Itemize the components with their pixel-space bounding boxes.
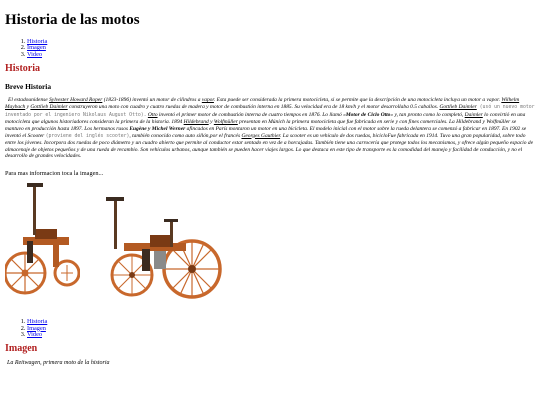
link-maybach[interactable]: Wilhelm Maybach (5, 97, 520, 110)
image-caption: La Reitwagen, primera moto de la historia (7, 360, 110, 367)
page-title: Historia de las motos (5, 12, 140, 28)
history-text: El estadounidense (8, 97, 50, 104)
toc-link-video[interactable]: Video (27, 50, 43, 58)
link-daimler[interactable]: Gottlieb Daimler (439, 103, 477, 110)
toc-link-video[interactable]: Video (27, 330, 43, 338)
toc-item-video (27, 52, 535, 58)
table-of-contents (5, 39, 535, 58)
table-of-contents-bottom (5, 319, 535, 338)
link-daimler[interactable]: Gottlieb Daimler (30, 103, 68, 110)
image-row (5, 181, 535, 299)
section-heading-historia: Historia (5, 63, 40, 75)
more-info-text: Para mas informacion toca la imagen... (5, 170, 104, 178)
link-roper[interactable]: Sylvester Howard Roper (49, 97, 103, 104)
history-text: inventó el primer motor de combustión interna de cuatro tiempos en 1876. Lo llamó « (157, 111, 346, 118)
toc-link-historia[interactable]: Historia (27, 318, 48, 326)
history-bold: Eugène y Michel Werner (129, 125, 186, 132)
motorcycle-photo-1[interactable] (5, 181, 80, 304)
toc-item-video (27, 332, 535, 338)
history-text: y (25, 103, 31, 110)
history-text: afincados en París montaron un motor en una bicicleta. El modelo inicial con el motor sobre la rueda delantera se comenzó a fabricar en 1897. En 1902 se inventó el Scooter (5, 125, 527, 139)
history-text: presentan en Múnich la primera motocicleta que fue fabricada en serie y con fines comerciales. La Hildebrand y Wolfmüller se mantuvo en producción hasta 1897. Los hermanos rusos (5, 119, 517, 132)
subsection-heading: Breve Historia (5, 82, 52, 92)
history-bold: Motor de Ciclo Otto (345, 111, 391, 118)
history-text: lo convirtió en una motocicleta que algunos historiadores consideran la primera de la historia. 1894 (5, 111, 526, 126)
link-vapor[interactable]: vapor (201, 97, 214, 104)
link-wolfmuller[interactable]: Wolfmüller (213, 119, 238, 126)
toc-link-imagen[interactable]: Imagen (27, 324, 46, 332)
history-text: , también conocido como auto sillón,por el francés (129, 132, 242, 139)
reitwagen-front-image (84, 181, 244, 299)
history-text: . Esta puede ser considerada la primera motocicleta, si se permite que la descripción de una motocicleta incluya un motor a vapor. (213, 97, 502, 104)
history-text: . La scooter es un vehículo de dos ruedas, bicicloFue fabricada en 1914. Tuvo una gran popularidad, sobre todo entre los jóvenes. Incorpora dos ruedas de poco diámetro y un cuadro abierto que permite al conductor estar sentado en vez de a horcajadas. También tiene una carrocería que protege todos los mecanismos, y ofrece algún pequeño espacio de almacenaje de objetos pequeños y de una rueda de recambio. Son vehículos urbanos, aunque también se pueden hacer viajes largos. Lo que destaca en este tipo de transporte es la comodidad del manejo y facilidad de conducción, y no el desarrollo de grandes velocidades. (5, 132, 533, 160)
history-text: » y, tan pronto como lo completó, (390, 111, 465, 118)
history-text: (1823-1896) inventó un motor de cilindros a (102, 97, 202, 104)
section-heading-imagen: Imagen (5, 343, 38, 355)
history-paragraph (5, 97, 535, 160)
toc-link-historia[interactable]: Historia (27, 38, 48, 45)
toc-link-imagen[interactable]: Imagen (27, 44, 46, 52)
link-hildebrand[interactable]: Hildebrand (183, 119, 209, 126)
history-text: y (208, 119, 214, 126)
history-note: (usó un nuevo motor inventado por el ingeniero Nikolaus August Otto). (5, 104, 535, 118)
link-otto[interactable]: Otto (147, 111, 158, 118)
motorcycle-photo-2[interactable] (84, 181, 244, 304)
link-gauthier[interactable]: Georges Gauthier (241, 132, 281, 139)
link-daimler[interactable]: Daimler (464, 111, 483, 118)
reitwagen-side-image (5, 181, 80, 299)
history-note: (proviene del inglés scooter) (45, 133, 130, 139)
history-text: construyeron una moto con cuadro y cuatro ruedas de madera y motor de combustión interna en 1885. Su velocidad era de 18 km/h y el motor desarrollaba 0.5 caballos. (67, 103, 440, 110)
